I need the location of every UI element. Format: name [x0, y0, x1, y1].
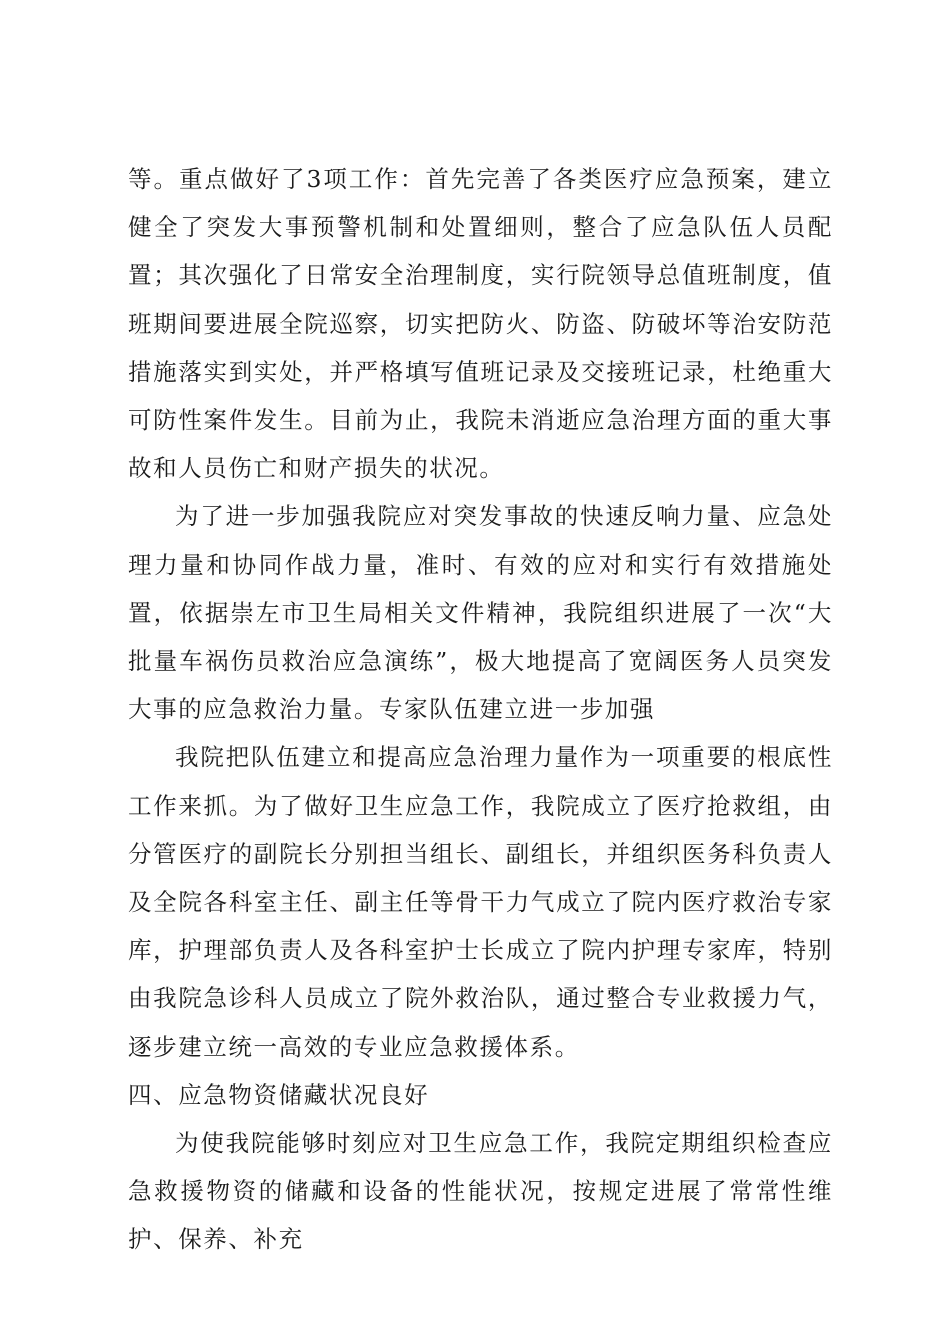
- paragraph-emergency-drill: 为了进一步加强我院应对突发事故的快速反响力量、应急处理力量和协同作战力量，准时、有效的应对和实行有效措施处置，依据崇左市卫生局相关文件精神，我院组织进展了一次“大批量车祸伤员救治应急演练”，极大地提高了宽阔医务人员突发大事的应急救治力量。专家队伍建立进一步加强: [128, 502, 833, 724]
- paragraph-expert-team: 我院把队伍建立和提高应急治理力量作为一项重要的根底性工作来抓。为了做好卫生应急工作，我院成立了医疗抢救组，由分管医疗的副院长分别担当组长、副组长，并组织医务科负责人及全院各科室主任、副主任等骨干力气成立了院内医疗救治专家库，护理部负责人及各科室护士长成立了院内护理专家库，特别由我院急诊科人员成立了院外救治队，通过整合专业救援力气，逐步建立统一高效的专业应急救援体系。: [128, 743, 833, 1061]
- document-body: [128, 155, 833, 1264]
- section-heading-emergency-supplies: 四、应急物资储藏状况良好: [128, 1080, 430, 1109]
- paragraph-supplies-inspection: 为使我院能够时刻应对卫生应急工作，我院定期组织检查应急救援物资的储藏和设备的性能状况，按规定进展了常常性维护、保养、补充: [128, 1129, 833, 1254]
- paragraph-emergency-plans: 等。重点做好了3项工作：首先完善了各类医疗应急预案，建立健全了突发大事预警机制和处置细则，整合了应急队伍人员配置；其次强化了日常安全治理制度，实行院领导总值班制度，值班期间要进展全院巡察，切实把防火、防盗、防破坏等治安防范措施落实到实处，并严格填写值班记录及交接班记录，杜绝重大可防性案件发生。目前为止，我院未消逝应急治理方面的重大事故和人员伤亡和财产损失的状况。: [128, 165, 833, 483]
